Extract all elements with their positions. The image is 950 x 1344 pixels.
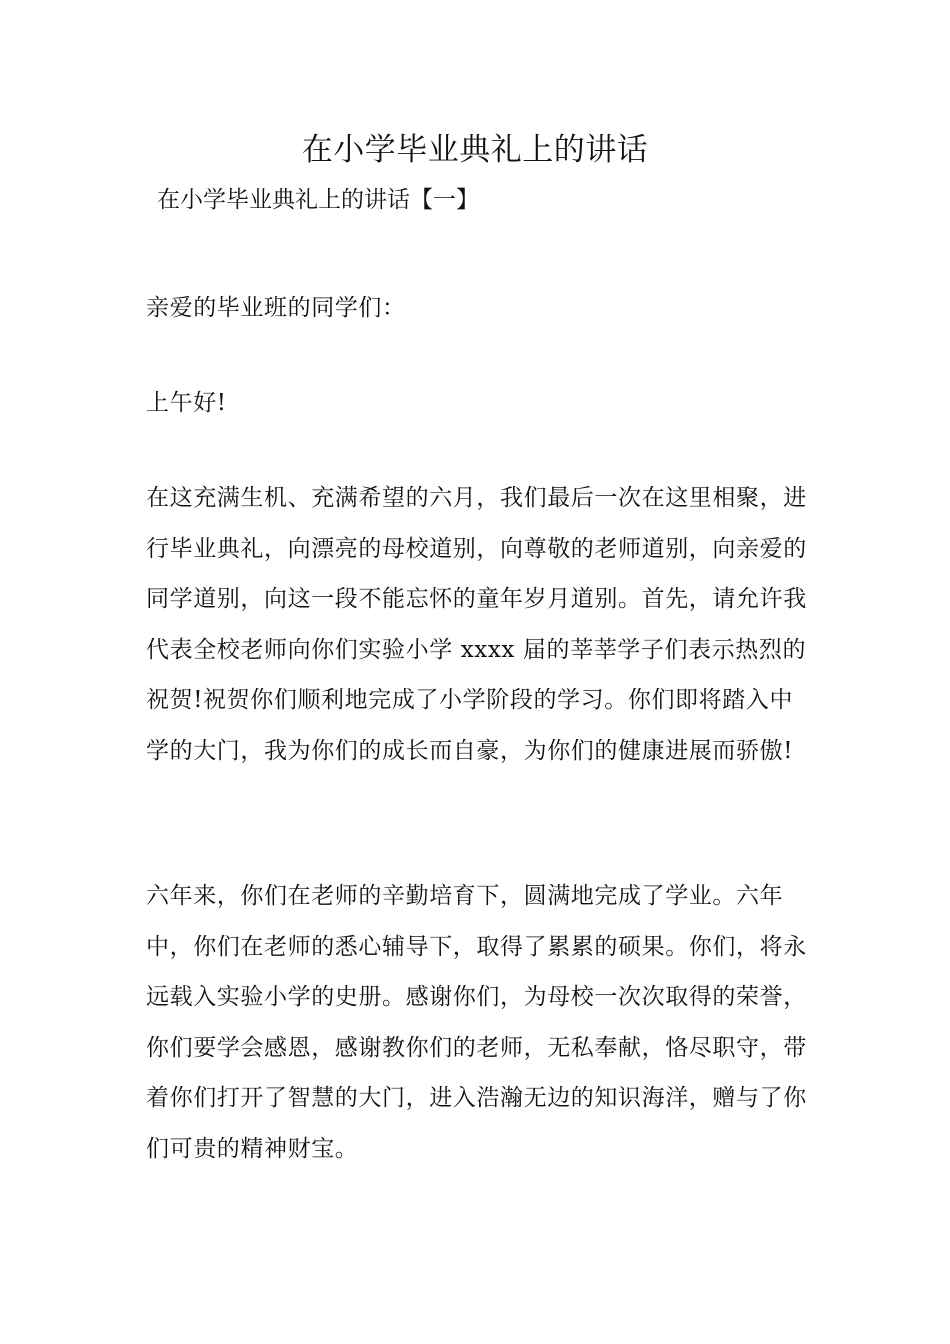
greeting-line: 亲爱的毕业班的同学们： bbox=[146, 295, 406, 321]
section-subtitle: 在小学毕业典礼上的讲话【一】 bbox=[157, 187, 479, 213]
page-title: 在小学毕业典礼上的讲话 bbox=[301, 132, 649, 168]
salutation-line: 上午好! bbox=[146, 390, 227, 416]
body-paragraph-1: 在这充满生机、充满希望的六月，我们最后一次在这里相聚，进行毕业典礼，向漂亮的母校道别，向尊敬的老师道别，向亲爱的同学道别，向这一段不能忘怀的童年岁月道别。首先，请允许我代表全校老师向你们实验小学 xxxx 届的莘莘学子们表示热烈的祝贺!祝贺你们顺利地完成了小学阶段的学习。你们即将踏入中学的大门，我为你们的成长而自豪，为你们的健康进展而骄傲! bbox=[146, 485, 807, 764]
body-paragraph-2: 六年来，你们在老师的辛勤培育下，圆满地完成了学业。六年中，你们在老师的悉心辅导下，取得了累累的硕果。你们，将永远载入实验小学的史册。感谢你们，为母校一次次取得的荣誉，你们要学会感恩，感谢教你们的老师，无私奉献，恪尽职守，带着你们打开了智慧的大门，进入浩瀚无边的知识海洋，赠与了你们可贵的精神财宝。 bbox=[146, 883, 807, 1162]
